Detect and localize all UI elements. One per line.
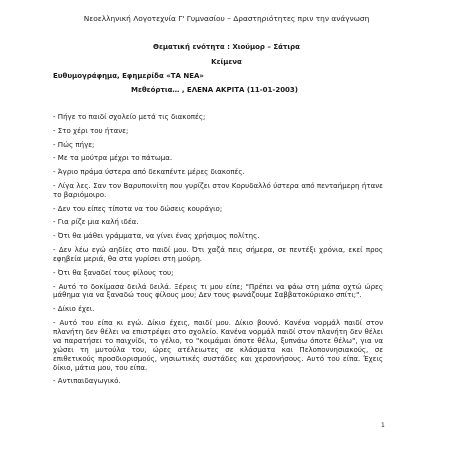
dialogue-paragraph: - Δίκιο έχει. [53, 304, 95, 314]
dialogue-paragraph: - Αυτό το δοκίμασα δειλά δειλά. Ξέρεις τι μου είπε; "Πρέπει να φάω στη μάπα οχτώ ώρες μάθημα για να ξαναδώ τους φίλους μου; Δεν τους φωνάζουμε Σαββατοκύριακο σπίτι;". [53, 281, 383, 300]
document-header: Νεοελληνική Λογοτεχνία Γ' Γυμνασίου – Δραστηριότητες πριν την ανάγνωση [83, 14, 370, 23]
article-body [53, 113, 383, 391]
dialogue-paragraph: - Στο χέρι του ήτανε; [53, 125, 129, 135]
dialogue-paragraph: - Πώς πήγε; [53, 139, 95, 149]
dialogue-paragraph: - Άγριο πράμα ύστερα από δεκαπέντε μέρες διακοπές. [53, 167, 245, 177]
dialogue-paragraph: - Αυτό του είπα κι εγώ. Δίκιο έχεις, παιδί μου. Δίκιο βουνό. Κανένα νορμάλ παιδί στον πλανήτη δεν θέλει να επιστρέψει στο σχολείο. Κανένα νορμάλ παιδί στον πλανήτη δεν θέλει να παρατήσει το παιχνίδι, το γέλιο, το "κοιμάμαι όποτε θέλω, ξυπνάω όποτε θέλω", για να χώσει τη μυτούλα του, ώρες ατέλειωτες σε κλάσματα και Πελοποννησιακούς, σε επιθετικούς προσδιορισμούς, νησιωτικές συστάδες και χερσονήσους. Αυτό του είπα. Έχεις δίκιο, μάτια μου, του είπα. [53, 318, 383, 372]
page-number: 1 [381, 422, 385, 429]
dialogue-paragraph: - Ότι θα ξαναδεί τους φίλους του; [53, 267, 174, 277]
dialogue-paragraph: - Αντιπαιδαγωγικό. [53, 376, 121, 386]
section-title: Κείμενα [211, 58, 242, 66]
dialogue-paragraph: - Δεν του είπες τίποτα να του δώσεις κουράγιο; [53, 203, 223, 213]
dialogue-paragraph: - Πήγε το παιδί σχολείο μετά τις διακοπές; [53, 112, 206, 121]
article-title: Μεθεόρτια… , ΕΛΕΝΑ ΑΚΡΙΤΑ (11-01-2003) [131, 86, 298, 94]
dialogue-paragraph: - Λίγα λες. Σαν τον Βαρυποινίτη που γυρίζει στον Κορυδαλλό ύστερα από πενταήμερη ήτανε το βαριόμοιρο. [53, 180, 383, 199]
source-line: Ευθυμογράφημα, Εφημερίδα «ΤΑ ΝΕΑ» [53, 72, 204, 80]
dialogue-paragraph: - Ότι θα μάθει γράμματα, να γίνει ένας χρήσιμος πολίτης. [53, 231, 260, 241]
dialogue-paragraph: - Με τα μούτρα μέχρι το πάτωμα. [53, 153, 173, 163]
dialogue-paragraph: - Δεν λέω εγώ αηδίες στο παιδί μου. Ότι χαζά πεις σήμερα, σε πεντέξι χρόνια, εκεί προς εφηβεία μεριά, θα στα γυρίσει στη μούρη. [53, 245, 383, 263]
unit-title: Θεματική ενότητα : Χιούμορ – Σάτιρα [153, 43, 300, 51]
dialogue-paragraph: - Για ρίζε μια καλή ιδέα. [53, 217, 139, 227]
